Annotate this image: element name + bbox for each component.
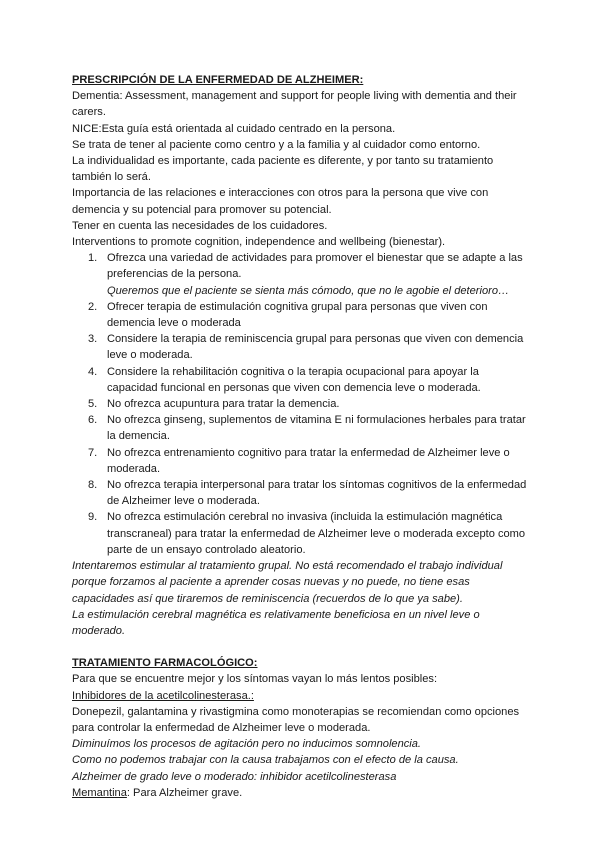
- pharma-subheading: Inhibidores de la acetilcolinesterasa.:: [72, 689, 254, 702]
- intro-line: Se trata de tener al paciente como centro y a la familia y al cuidador como entorno.: [72, 138, 481, 151]
- pharma-body: Donepezil, galantamina y rivastigmina como monoterapias se recomiendan como opciones para controlar la enfermedad de Alzheimer leve o moderada.: [72, 705, 520, 734]
- list-item: [72, 396, 532, 412]
- list-item-note: Queremos que el paciente se sienta más cómodo, que no le agobie el deterioro…: [107, 284, 510, 297]
- memantina-line: [72, 785, 532, 801]
- list-number: 8.: [88, 479, 98, 492]
- section-title-farmacologico: TRATAMIENTO FARMACOLÓGICO:: [72, 657, 258, 670]
- list-item: [72, 364, 532, 396]
- intro-line: Dementia: Assessment, management and support for people living with dementia and their carers.: [72, 90, 517, 119]
- list-number: 4.: [88, 365, 98, 378]
- list-item-note-container: [72, 283, 532, 299]
- document-page: [72, 72, 532, 801]
- list-item: [72, 331, 532, 363]
- list-item: [72, 509, 532, 558]
- intro-line: La individualidad es importante, cada paciente es diferente, y por tanto su tratamiento también lo será.: [72, 155, 494, 184]
- list-item: [72, 250, 532, 282]
- list-number: 7.: [88, 446, 98, 459]
- intro-line: NICE:Esta guía está orientada al cuidado centrado en la persona.: [72, 122, 396, 135]
- list-number: 9.: [88, 511, 98, 524]
- pharma-intro: Para que se encuentre mejor y los síntomas vayan lo más lentos posibles:: [72, 673, 438, 686]
- recommendation-list: [72, 250, 532, 558]
- list-number: 5.: [88, 398, 98, 411]
- intro-line: Tener en cuenta las necesidades de los cuidadores.: [72, 219, 328, 232]
- list-number: 1.: [88, 252, 98, 265]
- list-item: [72, 412, 532, 444]
- list-number: 3.: [88, 333, 98, 346]
- italic-note: Diminuímos los procesos de agitación pero no inducimos somnolencia.: [72, 738, 422, 751]
- list-item-text: Considere la rehabilitación cognitiva o la terapia ocupacional para apoyar la capacidad funcional en personas que viven con demencia leve o moderada.: [107, 365, 481, 394]
- list-item-text: No ofrezca terapia interpersonal para tratar los síntomas cognitivos de la enfermedad de Alzheimer leve o moderada.: [107, 479, 527, 508]
- memantina-label: Memantina: [72, 786, 127, 799]
- list-item-text: Ofrecer terapia de estimulación cognitiva grupal para personas que viven con demencia leve o moderada: [107, 300, 488, 330]
- list-number: 2.: [88, 300, 98, 313]
- list-item: [72, 299, 532, 331]
- intro-line: Interventions to promote cognition, independence and wellbeing (bienestar).: [72, 236, 446, 249]
- list-item-text: No ofrezca acupuntura para tratar la demencia.: [107, 398, 340, 411]
- list-item-text: No ofrezca ginseng, suplementos de vitamina E ni formulaciones herbales para tratar la demencia.: [107, 414, 526, 443]
- list-number: 6.: [88, 414, 98, 427]
- section-title-prescripcion: PRESCRIPCIÓN DE LA ENFERMEDAD DE ALZHEIMER:: [72, 74, 364, 86]
- list-item-text: No ofrezca entrenamiento cognitivo para tratar la enfermedad de Alzheimer leve o moderada.: [107, 446, 510, 475]
- memantina-text: : Para Alzheimer grave.: [126, 786, 243, 799]
- list-item: [72, 445, 532, 477]
- list-item-text: Ofrezca una variedad de actividades para promover el bienestar que se adapte a las preferencias de la persona.: [107, 252, 523, 281]
- list-item: [72, 477, 532, 509]
- italic-note: La estimulación cerebral magnética es relativamente beneficiosa en un nivel leve o moderado.: [72, 608, 480, 637]
- intro-line: Importancia de las relaciones e interacciones con otros para la persona que vive con demencia y su potencial para promover su potencial.: [72, 187, 489, 216]
- italic-note: Como no podemos trabajar con la causa trabajamos con el efecto de la causa.: [72, 754, 459, 767]
- list-item-text: No ofrezca estimulación cerebral no invasiva (incluida la estimulación magnética transcraneal) para tratar la enfermedad de Alzheimer leve o moderada excepto como parte de un ensayo controlado aleatorio.: [107, 511, 526, 556]
- italic-note: Alzheimer de grado leve o moderado: inhibidor acetilcolinesterasa: [72, 770, 397, 783]
- list-item-text: Considere la terapia de reminiscencia grupal para personas que viven con demencia leve o moderada.: [107, 333, 524, 362]
- section-spacer: [72, 639, 532, 655]
- italic-note: Intentaremos estimular al tratamiento grupal. No está recomendado el trabajo individual porque forzamos al paciente a aprender cosas nuevas y no puede, no tiene esas capacidades así que tiraremos de reminiscencia (recuerdos de lo que ya sabe).: [72, 560, 503, 605]
